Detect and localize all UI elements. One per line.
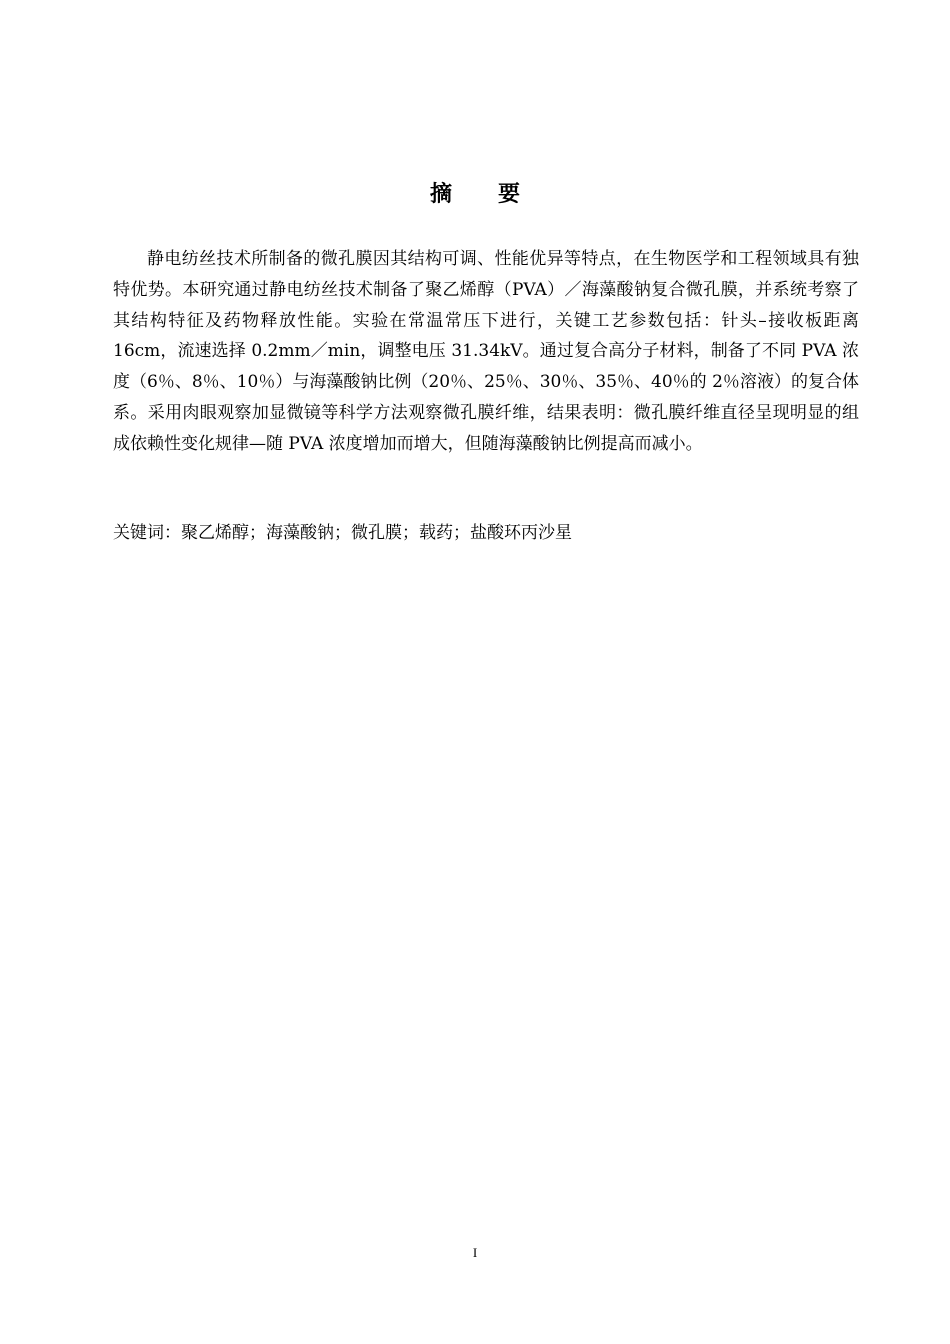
title-char-1: 摘 bbox=[429, 182, 452, 207]
title-char-2: 要 bbox=[498, 182, 521, 207]
abstract-paragraph: 静电纺丝技术所制备的微孔膜因其结构可调、性能优异等特点，在生物医学和工程领域具有独特优势。本研究通过静电纺丝技术制备了聚乙烯醇（PVA）／海藻酸钠复合微孔膜，并系统考察了其结构特征及药物释放性能。实验在常温常压下进行，关键工艺参数包括：针头–接收板距离 16cm，流速选择 0.2mm／min，调整电压 31.34kV。通过复合高分子材料，制备了不同 PVA 浓度（6％、8％、10％）与海藻酸钠比例（20％、25％、30％、35％、40％的 2％溶液）的复合体系。采用肉眼观察加显微镜等科学方法观察微孔膜纤维，结果表明：微孔膜纤维直径呈现明显的组成依赖性变化规律—随 PVA 浓度增加而增大，但随海藻酸钠比例提高而减小。 bbox=[113, 249, 859, 454]
keywords-separator: ： bbox=[164, 523, 181, 543]
keywords-line bbox=[113, 518, 859, 548]
keywords-list: 聚乙烯醇；海藻酸钠；微孔膜；载药；盐酸环丙沙星 bbox=[181, 523, 572, 543]
keywords-label: 关键词 bbox=[113, 523, 164, 543]
page-number: I bbox=[472, 1245, 478, 1260]
page-title bbox=[0, 180, 950, 210]
